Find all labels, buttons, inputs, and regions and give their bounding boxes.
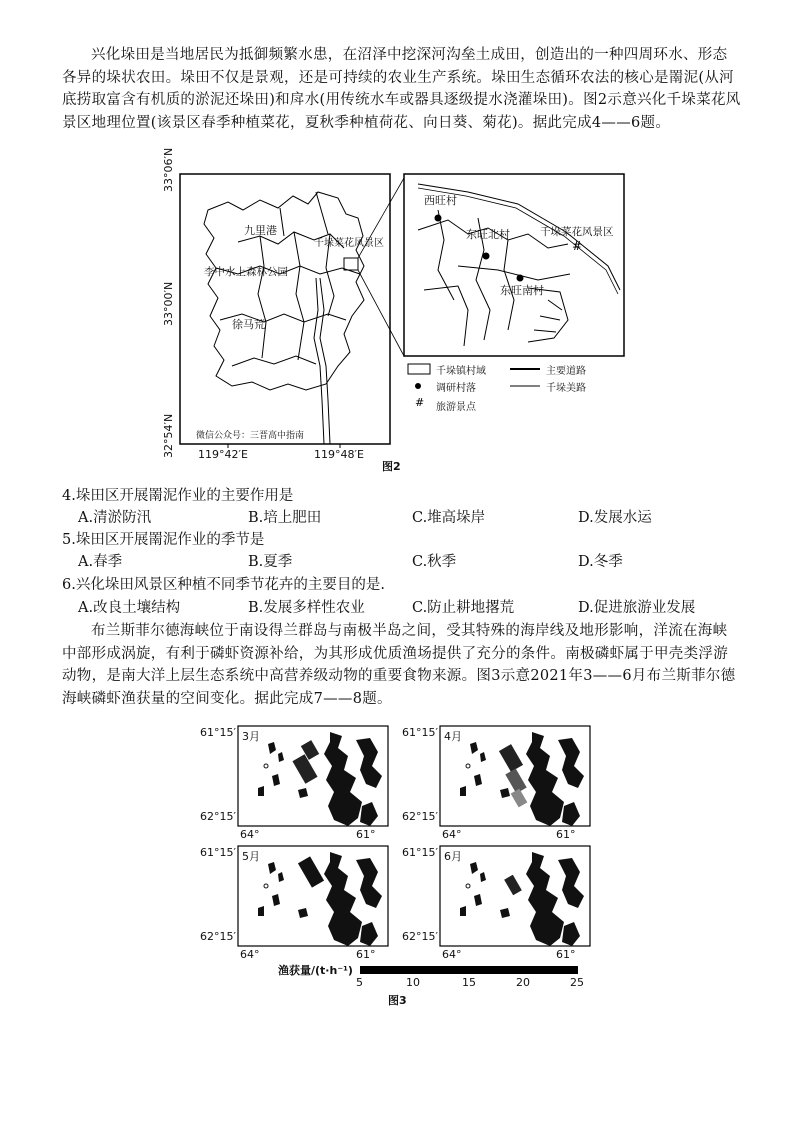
- q5-option-b[interactable]: B.夏季: [248, 554, 293, 570]
- legend-scenic-spot: 旅游景点: [436, 402, 476, 413]
- lat-top-label: 33°06′N: [162, 147, 175, 192]
- f3-lat-bot-2: 62°15′: [402, 810, 438, 823]
- place-jiuligang: 九里港: [244, 224, 277, 237]
- f3-lat-bot-4: 62°15′: [402, 930, 438, 943]
- f3-lon-right-3: 61°: [356, 948, 376, 961]
- q4-option-a[interactable]: A.清淤防汛: [78, 510, 152, 526]
- figure-2-caption: 图2: [382, 460, 401, 473]
- f3-lat-top-4: 61°15′: [402, 846, 438, 859]
- q5-option-a[interactable]: A.春季: [78, 554, 123, 570]
- q4-option-c[interactable]: C.堆高垛岸: [412, 510, 486, 526]
- legend-tick-10: 10: [406, 976, 420, 989]
- f3-lon-right-1: 61°: [356, 828, 376, 841]
- f3-lon-left-4: 64°: [442, 948, 462, 961]
- figure-2: [162, 147, 628, 473]
- figure-3: [200, 716, 600, 1012]
- panel-label-mar: 3月: [242, 730, 260, 743]
- q6-option-c[interactable]: C.防止耕地撂荒: [412, 600, 515, 616]
- f3-lat-top-3: 61°15′: [200, 846, 236, 859]
- panel-label-jun: 6月: [444, 850, 462, 863]
- f3-lat-bot-1: 62°15′: [200, 810, 236, 823]
- lon-left-label: 119°42′E: [198, 448, 248, 461]
- legend-tick-25: 25: [570, 976, 584, 989]
- legend-surveyed-village: 调研村落: [436, 383, 476, 394]
- passage-2: 布兰斯菲尔德海峡位于南设得兰群岛与南极半岛之间，受其特殊的海岸线及地形影响，洋流在海峡中部形成涡旋，有利于磷虾资源补给，为其形成优质渔场提供了充分的条件。南极磷虾属于甲壳类浮游动物，是南大洋上层生态系统中高营养级动物的重要食物来源。图3示意2021年3——6月布兰斯菲尔德海峡磷虾渔获量的空间变化。据此完成7——8题。: [62, 623, 736, 707]
- legend-main-road: 主要道路: [546, 366, 586, 377]
- inset-village-dongwang-south: 东旺南村: [500, 284, 544, 297]
- legend-tick-15: 15: [462, 976, 476, 989]
- f3-lon-left-1: 64°: [240, 828, 260, 841]
- q5-option-c[interactable]: C.秋季: [412, 554, 457, 570]
- passage-1: 兴化垛田是当地居民为抵御频繁水患，在沼泽中挖深河沟垒土成田，创造出的一种四周环水、形态各异的垛状农田。垛田不仅是景观，还是可持续的农业生产系统。垛田生态循环农法的核心是罱泥(从河底捞取富含有机质的淤泥还垛田)和戽水(用传统水车或器具逐级提水浇灌垛田)。图2示意兴化千垛菜花风景区地理位置(该景区春季种植菜花，夏秋季种植荷花、向日葵、菊花)。据此完成4——6题。: [62, 47, 741, 131]
- svg-text:#: #: [572, 239, 583, 253]
- catch-legend-label: 渔获量/(t·h⁻¹): [278, 964, 353, 977]
- legend-tick-5: 5: [356, 976, 363, 989]
- svg-text:#: #: [415, 396, 425, 409]
- place-lizhong-park: 李中水上森林公园: [204, 266, 288, 278]
- lat-bot-label: 32°54′N: [162, 413, 175, 458]
- place-qianduo-scenic: 千垛菜花风景区: [314, 238, 384, 249]
- question-5-stem: 5.垛田区开展罱泥作业的季节是: [62, 532, 265, 548]
- legend-village-area: 千垛镇村域: [436, 366, 486, 377]
- q4-option-b[interactable]: B.培上肥田: [248, 510, 322, 526]
- q6-option-d[interactable]: D.促进旅游业发展: [578, 600, 696, 616]
- figure-3-caption: 图3: [388, 994, 407, 1007]
- inset-scenic-label: 千垛菜花风景区: [540, 226, 614, 238]
- f3-lon-left-2: 64°: [442, 828, 462, 841]
- question-6-stem: 6.兴化垛田风景区种植不同季节花卉的主要目的是.: [62, 577, 385, 593]
- f3-lon-left-3: 64°: [240, 948, 260, 961]
- f3-lat-top-2: 61°15′: [402, 726, 438, 739]
- inset-village-xiwang: 西旺村: [424, 194, 457, 207]
- q4-option-d[interactable]: D.发展水运: [578, 510, 652, 526]
- figure-3-map: [200, 716, 600, 1012]
- f3-lat-bot-3: 62°15′: [200, 930, 236, 943]
- map-watermark: 微信公众号：三晋高中指南: [196, 431, 305, 441]
- lat-mid-label: 33°00′N: [162, 281, 175, 326]
- f3-lon-right-4: 61°: [556, 948, 576, 961]
- f3-lat-top-1: 61°15′: [200, 726, 236, 739]
- inset-village-dongwang-north: 东旺北村: [466, 228, 510, 241]
- place-xumahuang: 徐马荒: [232, 318, 265, 331]
- question-4-stem: 4.垛田区开展罱泥作业的主要作用是: [62, 488, 294, 504]
- panel-label-apr: 4月: [444, 730, 462, 743]
- legend-qd-road: 千垛美路: [546, 383, 586, 394]
- legend-tick-20: 20: [516, 976, 530, 989]
- lon-right-label: 119°48′E: [314, 448, 364, 461]
- q5-option-d[interactable]: D.冬季: [578, 554, 623, 570]
- panel-label-may: 5月: [242, 850, 260, 863]
- f3-lon-right-2: 61°: [556, 828, 576, 841]
- q6-option-a[interactable]: A.改良土壤结构: [78, 600, 181, 616]
- q6-option-b[interactable]: B.发展多样性农业: [248, 600, 365, 616]
